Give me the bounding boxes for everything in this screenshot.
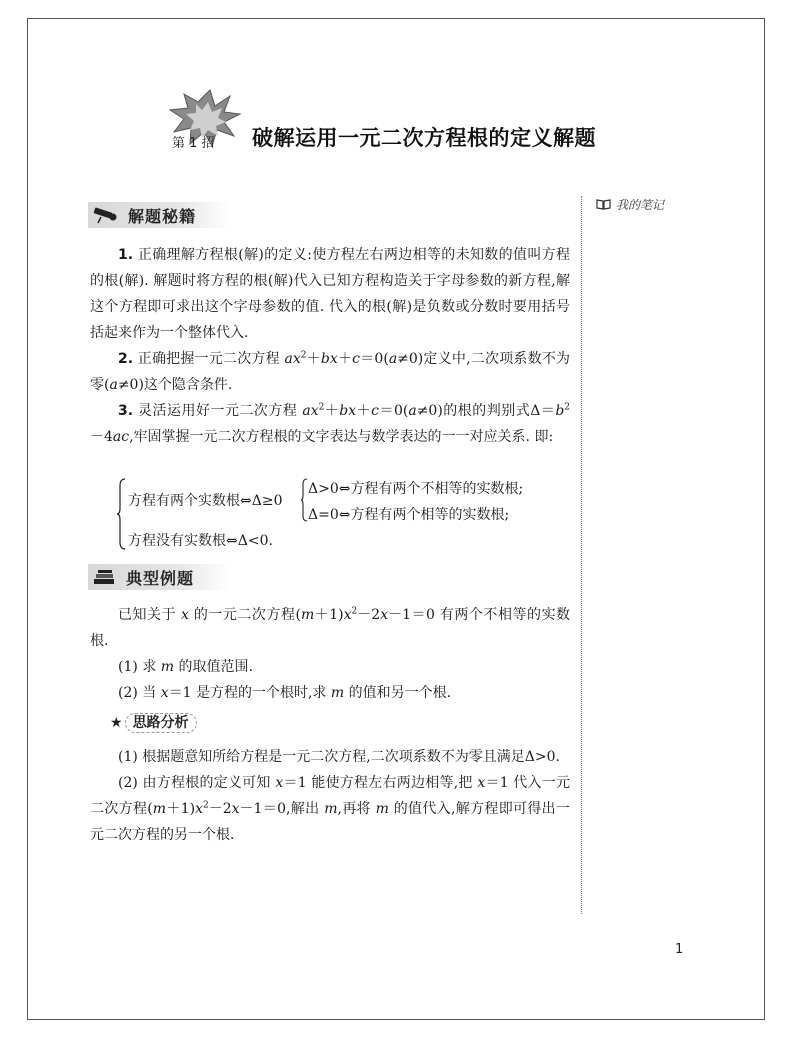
notes-divider (581, 196, 582, 914)
question-1: (1) 求 m 的取值范围. (118, 659, 253, 675)
relation-line-1: 方程有两个实数根⇔Δ≥0 (128, 493, 283, 509)
page-number: 1 (675, 942, 684, 957)
analysis-paragraph-1: (1) 根据题意知所给方程是一元二次方程,二次项系数不为零且满足Δ>0. (118, 749, 560, 765)
section-secrets-header (88, 202, 230, 228)
chapter-title: 破解运用一元二次方程根的定义解题 (252, 126, 596, 150)
section-secrets-title: 解题秘籍 (128, 206, 197, 226)
secret-item-3: 3. 灵活运用好一元二次方程 $ax^2+bx+c=0(a\ne 0)$的根的判别式$\Delta=b^2-4ac$,牢固掌握一元二次方程根的文字表达与数学表达的一一对应关系. 即: (90, 402, 571, 445)
relation-line-1b: Δ=0⇔方程有两个相等的实数根; (308, 507, 510, 523)
star-icon: ★ (110, 715, 123, 731)
analysis-tag: ★ 思路分析 (110, 712, 197, 732)
notes-header (596, 196, 664, 213)
analysis-paragraph-2: (2) 由方程根的定义可知 x＝1 能使方程左右两边相等,把 x＝1 代入一元二次方程$(m+1)x^2-2x-1=0$,解出 m,再将 m 的值代入,解方程即可得出一元二次方程的另一个根. (90, 775, 571, 843)
secret-item-1: 1. 正确理解方程根(解)的定义:使方程左右两边相等的未知数的值叫方程的根(解). 解题时将方程的根(解)代入已知方程构造关于字母参数的新方程,解这个方程即可求出这个字母参数的值. 代入的根(解)是负数或分数时要用括号括起来作为一个整体代入. (90, 247, 571, 341)
open-book-icon (596, 199, 611, 210)
inner-brace-icon (300, 478, 308, 522)
section-examples-title: 典型例题 (126, 568, 195, 588)
question-2: (2) 当 x＝1 是方程的一个根时,求 m 的值和另一个根. (118, 685, 452, 701)
relation-line-1a: Δ>0⇔方程有两个不相等的实数根; (308, 481, 524, 497)
books-icon (92, 568, 116, 586)
section-examples-header (88, 564, 230, 590)
analysis-body (90, 744, 570, 848)
example-problem (90, 602, 570, 706)
problem-statement: 已知关于 x 的一元二次方程$(m+1)x^2-2x-1=0$ 有两个不相等的实数根. (90, 606, 570, 649)
outer-brace-icon (116, 478, 126, 550)
relation-line-2: 方程没有实数根⇔Δ<0. (128, 533, 273, 549)
chapter-label: 第 1 招 (172, 136, 215, 151)
notes-label: 我的笔记 (616, 198, 665, 212)
telescope-icon (92, 206, 118, 224)
secret-item-2: 2. 正确把握一元二次方程 $ax^2+bx+c=0(a\ne 0)$定义中,二次项系数不为零(a≠0)这个隐含条件. (90, 350, 571, 393)
secrets-body (90, 242, 570, 450)
discriminant-relations (116, 476, 576, 552)
